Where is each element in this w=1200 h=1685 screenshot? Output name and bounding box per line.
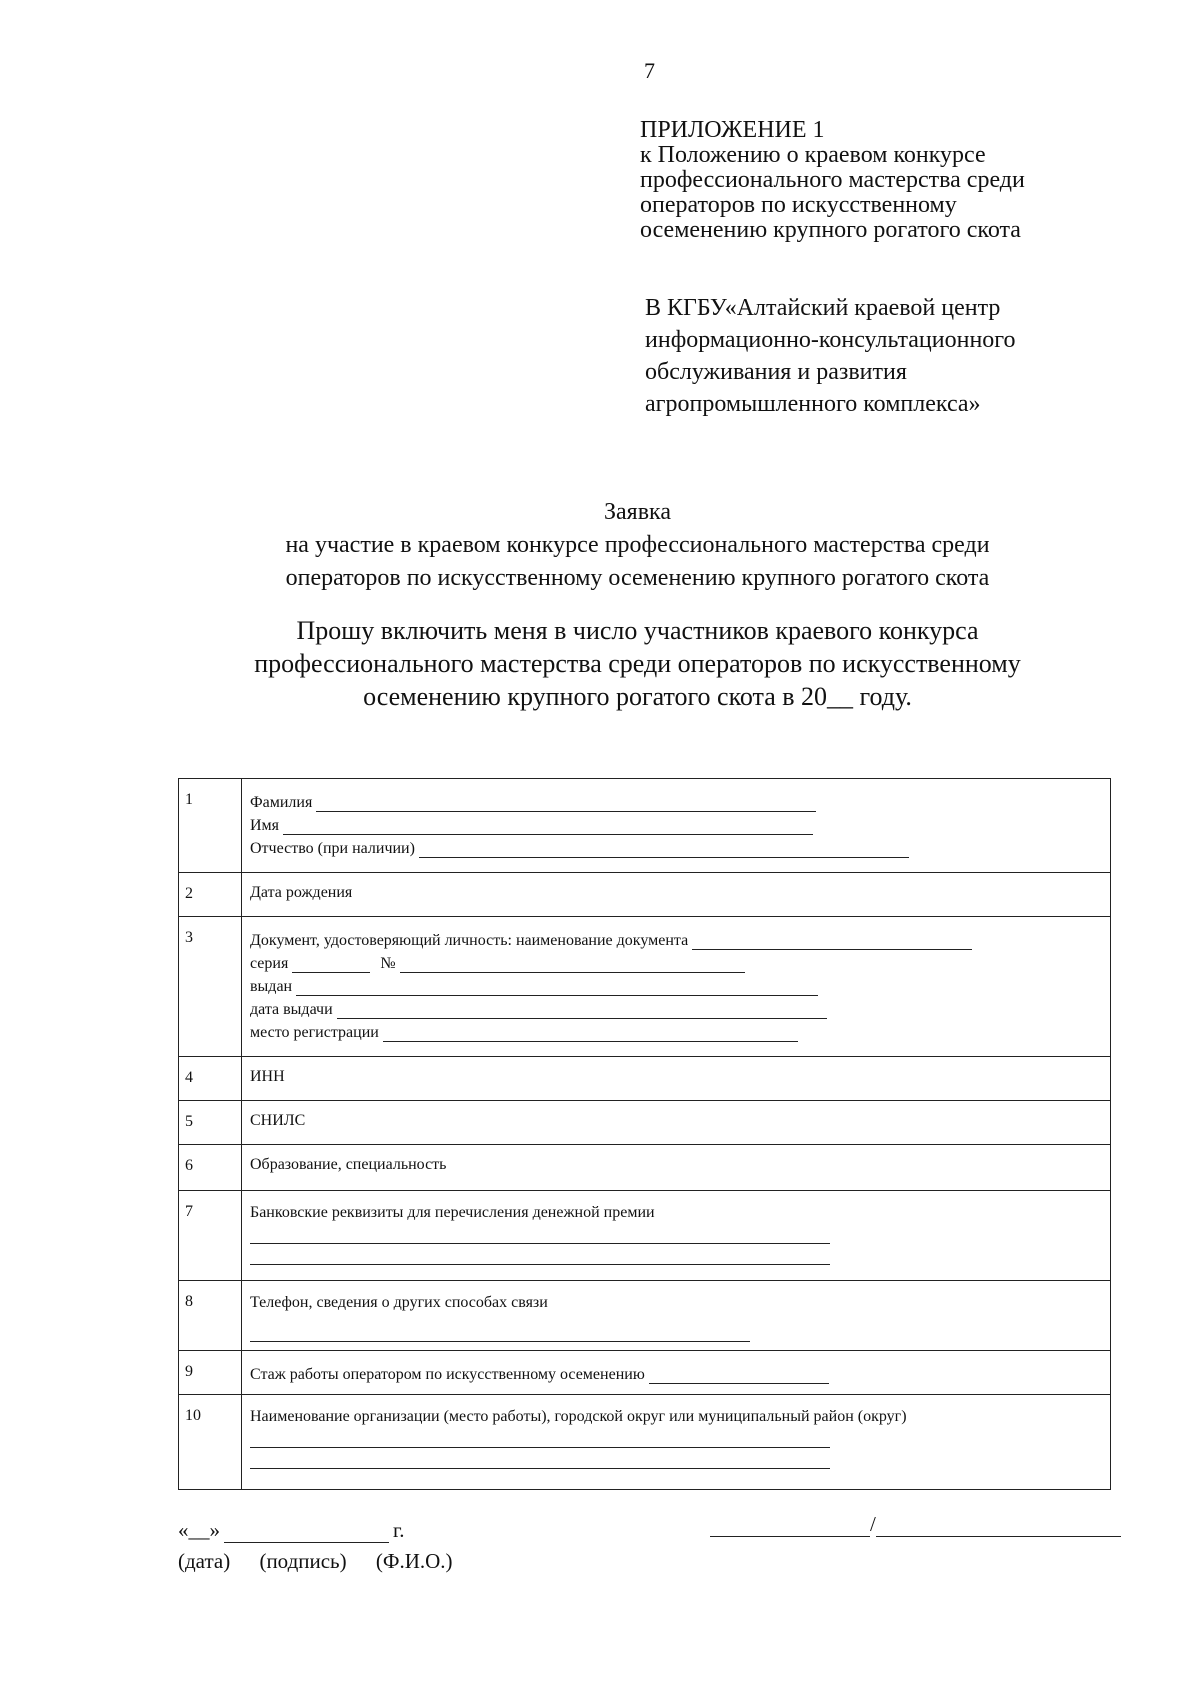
row-content-organization (242, 1395, 1111, 1490)
name-blank[interactable] (283, 819, 813, 835)
phone-blank[interactable] (250, 1313, 750, 1342)
series-blank[interactable] (292, 957, 370, 973)
signature-block-right (710, 1512, 1121, 1537)
row-number: 1 (179, 779, 242, 873)
appendix-line: профессионального мастерства среди (640, 167, 1025, 193)
row-number: 7 (179, 1191, 242, 1281)
issue-date-blank[interactable] (337, 1003, 827, 1019)
field-label-education: Образование, специальность (242, 1145, 1111, 1191)
surname-blank[interactable] (316, 796, 816, 812)
field-label-document: Документ, удостоверяющий личность: наименование документа (250, 932, 689, 949)
table-row (179, 1351, 1111, 1395)
field-label-inn: ИНН (242, 1057, 1111, 1101)
request-line: профессионального мастерства среди операторов по искусственному (254, 649, 1021, 678)
field-label-patronymic: Отчество (при наличии) (250, 840, 415, 857)
organization-blank[interactable] (250, 1448, 830, 1469)
addressee-block (645, 292, 1165, 420)
signature-block-left (178, 1518, 477, 1574)
table-row (179, 1281, 1111, 1351)
title-line: на участие в краевом конкурсе профессионального мастерства среди (285, 532, 990, 558)
number-blank[interactable] (400, 957, 745, 973)
fio-blank[interactable] (876, 1514, 1121, 1537)
table-row (179, 1057, 1111, 1101)
application-title (0, 496, 1200, 595)
date-blank[interactable] (224, 1520, 389, 1543)
application-form-table (178, 778, 1111, 1490)
label-date: (дата) (178, 1549, 231, 1573)
field-label-organization: Наименование организации (место работы), городской округ или муниципальный район (округ) (250, 1408, 907, 1425)
signature-separator: / (870, 1512, 876, 1536)
request-line: Прошу включить меня в число участников краевого конкурса (296, 616, 979, 645)
addressee-line: агропромышленного комплекса» (645, 391, 981, 417)
request-line: осеменению крупного рогатого скота в 20__ году. (363, 682, 912, 711)
field-label-phone: Телефон, сведения о других способах связи (250, 1294, 548, 1311)
title-line: операторов по искусственному осеменению крупного рогатого скота (285, 565, 990, 591)
document-name-blank[interactable] (692, 934, 972, 950)
issued-blank[interactable] (296, 980, 818, 996)
field-label-number: № (380, 955, 396, 972)
patronymic-blank[interactable] (419, 842, 909, 858)
row-number: 9 (179, 1351, 242, 1395)
label-fio: (Ф.И.О.) (375, 1549, 453, 1573)
date-prefix: «__» (178, 1518, 220, 1542)
field-label-bank: Банковские реквизиты для перечисления денежной премии (250, 1204, 655, 1221)
year-suffix: г. (393, 1518, 405, 1542)
row-number: 10 (179, 1395, 242, 1490)
field-label-issued: выдан (250, 978, 293, 995)
field-label-birthdate: Дата рождения (242, 873, 1111, 917)
appendix-line: к Положению о краевом конкурсе (640, 142, 986, 168)
addressee-line: В КГБУ«Алтайский краевой центр (645, 295, 1001, 321)
request-paragraph (0, 614, 1200, 713)
table-row (179, 1395, 1111, 1490)
row-content-phone (242, 1281, 1111, 1351)
field-label-snils: СНИЛС (242, 1101, 1111, 1145)
appendix-title: ПРИЛОЖЕНИЕ 1 (640, 117, 825, 143)
field-label-registration: место регистрации (250, 1024, 379, 1041)
signature-blank[interactable] (710, 1514, 870, 1537)
row-number: 3 (179, 917, 242, 1057)
page-number: 7 (644, 58, 655, 83)
registration-blank[interactable] (383, 1026, 798, 1042)
table-row (179, 1101, 1111, 1145)
row-number: 4 (179, 1057, 242, 1101)
appendix-line: осеменению крупного рогатого скота (640, 217, 1021, 243)
row-number: 6 (179, 1145, 242, 1191)
bank-blank[interactable] (250, 1223, 830, 1244)
field-label-experience: Стаж работы оператором по искусственному осеменению (250, 1366, 645, 1383)
row-number: 2 (179, 873, 242, 917)
field-label-issue-date: дата выдачи (250, 1001, 333, 1018)
appendix-line: операторов по искусственному (640, 192, 957, 218)
experience-blank[interactable] (649, 1368, 829, 1384)
field-label-series: серия (250, 955, 289, 972)
table-row (179, 779, 1111, 873)
table-row (179, 917, 1111, 1057)
row-number: 8 (179, 1281, 242, 1351)
row-content-experience (242, 1351, 1111, 1395)
row-number: 5 (179, 1101, 242, 1145)
appendix-header (640, 118, 1160, 243)
title-heading: Заявка (604, 499, 671, 525)
row-content-document (242, 917, 1111, 1057)
row-content-fio (242, 779, 1111, 873)
table-row (179, 873, 1111, 917)
organization-blank[interactable] (250, 1427, 830, 1448)
table-row (179, 1145, 1111, 1191)
field-label-name: Имя (250, 817, 280, 834)
addressee-line: обслуживания и развития (645, 359, 907, 385)
row-content-bank (242, 1191, 1111, 1281)
label-signature: (подпись) (259, 1549, 347, 1573)
bank-blank[interactable] (250, 1244, 830, 1265)
table-row (179, 1191, 1111, 1281)
field-label-surname: Фамилия (250, 794, 313, 811)
addressee-line: информационно-консультационного (645, 327, 1016, 353)
